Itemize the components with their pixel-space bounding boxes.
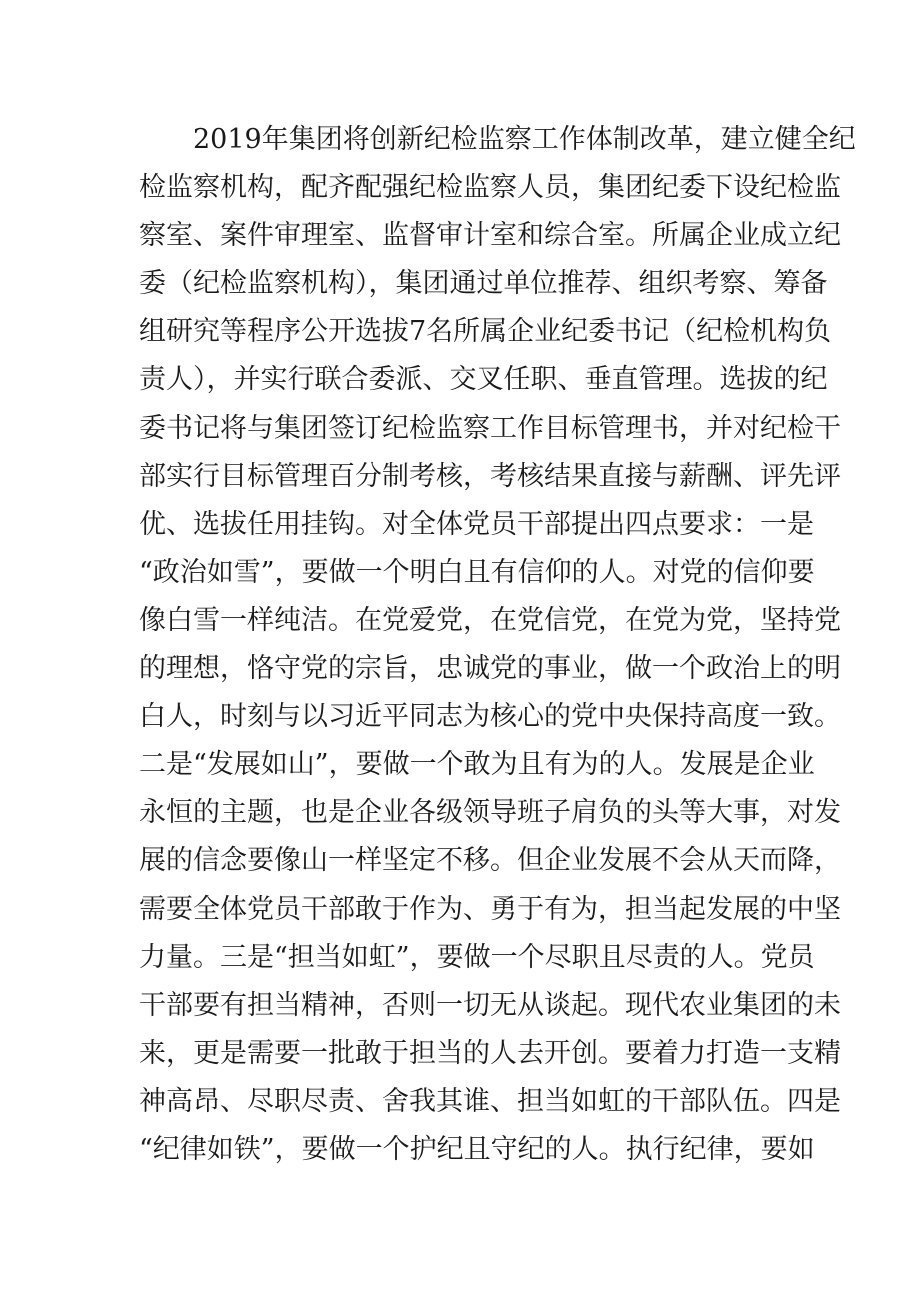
paragraph-line: “政治如雪”，要做一个明白且有信仰的人。对党的信仰要 [139, 556, 815, 588]
paragraph-line: 察室、案件审理室、监督审计室和综合室。所属企业成立纪 [139, 220, 841, 252]
paragraph-line: 来，更是需要一批敢于担当的人去开创。要着力打造一支精 [139, 1037, 841, 1069]
paragraph-line: 委书记将与集团签订纪检监察工作目标管理书，并对纪检干 [139, 412, 841, 444]
paragraph-line: 力量。三是“担当如虹”，要做一个尽职且尽责的人。党员 [139, 941, 815, 973]
paragraph-line: 组研究等程序公开选拔7名所属企业纪委书记（纪检机构负 [139, 316, 832, 348]
paragraph-line: 检监察机构，配齐配强纪检监察人员，集团纪委下设纪检监 [139, 172, 841, 204]
paragraph-line: 像白雪一样纯洁。在党爱党，在党信党，在党为党，坚持党 [139, 604, 841, 636]
paragraph-line: 永恒的主题，也是企业各级领导班子肩负的头等大事，对发 [139, 797, 841, 829]
paragraph-line: 的理想，恪守党的宗旨，忠诚党的事业，做一个政治上的明 [139, 653, 841, 685]
paragraph-line: 优、选拔任用挂钩。对全体党员干部提出四点要求：一是 [139, 508, 814, 540]
paragraph-line: 2019年集团将创新纪检监察工作体制改革，建立健全纪 [193, 124, 856, 155]
paragraph-line: 神高昂、尽职尽责、舍我其谁、担当如虹的干部队伍。四是 [139, 1085, 841, 1117]
paragraph-line: 展的信念要像山一样坚定不移。但企业发展不会从天而降， [139, 845, 841, 877]
paragraph-line: 责人），并实行联合委派、交叉任职、垂直管理。选拔的纪 [139, 364, 828, 396]
body-paragraph [139, 116, 856, 1174]
paragraph-line: 委（纪检监察机构），集团通过单位推荐、组织考察、筹备 [139, 268, 828, 300]
paragraph-line: 干部要有担当精神，否则一切无从谈起。现代农业集团的未 [139, 989, 841, 1021]
paragraph-line: “纪律如铁”，要做一个护纪且守纪的人。执行纪律，要如 [139, 1133, 815, 1165]
paragraph-line: 二是“发展如山”，要做一个敢为且有为的人。发展是企业 [139, 749, 815, 781]
paragraph-line: 部实行目标管理百分制考核，考核结果直接与薪酬、评先评 [139, 460, 841, 492]
paragraph-line: 需要全体党员干部敢于作为、勇于有为，担当起发展的中坚 [139, 893, 841, 925]
paragraph-line: 白人，时刻与以习近平同志为核心的党中央保持高度一致。 [139, 701, 841, 733]
